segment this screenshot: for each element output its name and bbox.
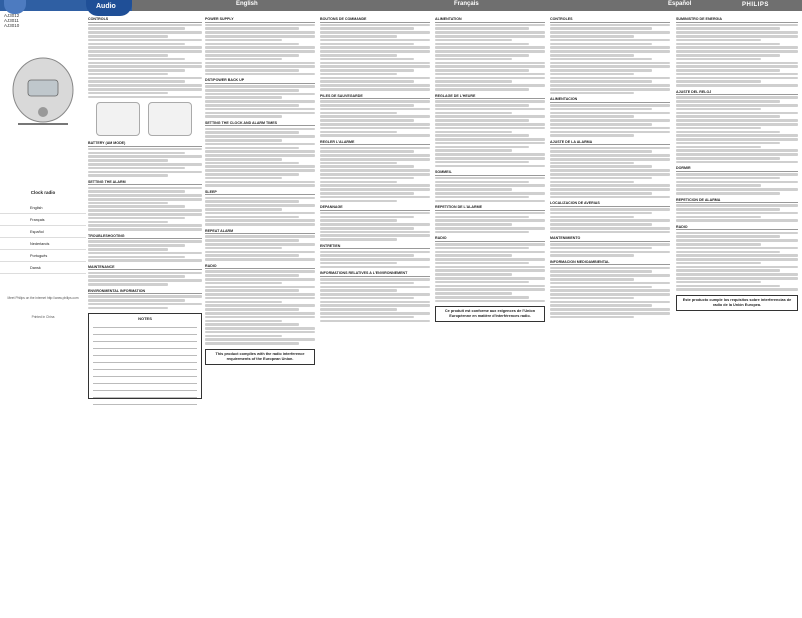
section-title: MAINTENANCE bbox=[88, 265, 202, 271]
notes-title: NOTES bbox=[138, 316, 152, 322]
section-title: INFORMATIONS RELATIVES A L'ENVIRONNEMENT bbox=[320, 271, 430, 277]
section-title: SUMINISTRO DE ENERGIA bbox=[676, 17, 798, 23]
section-alimentation bbox=[435, 17, 545, 91]
language-item-dutch[interactable]: Nederlands bbox=[0, 238, 86, 250]
section-title: MANTENIMIENTO bbox=[550, 236, 670, 242]
model-list bbox=[4, 13, 19, 28]
section-entretien bbox=[320, 244, 430, 268]
section-regler-alarme bbox=[320, 140, 430, 202]
product-title: Clock radio bbox=[30, 190, 56, 195]
section-troubleshooting bbox=[88, 234, 202, 262]
section-ajuste-alarma bbox=[550, 140, 670, 198]
section-piles bbox=[320, 94, 430, 137]
section-reglage-heure bbox=[435, 94, 545, 168]
section-title: POWER SUPPLY bbox=[205, 17, 315, 23]
column-language-french: Français bbox=[454, 1, 479, 7]
clock-front-icon bbox=[96, 102, 140, 136]
section-title: ENTRETIEN bbox=[320, 244, 430, 250]
column-language-english: English bbox=[236, 1, 258, 7]
section-controls bbox=[88, 17, 202, 98]
compliance-text-fr: Ce produit est conforme aux exigences de l'Union Européenne en matière d'interférences radio. bbox=[444, 309, 536, 319]
language-item-english[interactable]: English bbox=[0, 202, 86, 214]
section-radio-es bbox=[676, 225, 798, 291]
section-controles bbox=[550, 17, 670, 94]
section-title: REPEAT ALARM bbox=[205, 229, 315, 235]
clock-illustrations bbox=[88, 102, 202, 138]
section-repeticion bbox=[676, 198, 798, 222]
section-mantenimiento bbox=[550, 236, 670, 257]
section-title: BATTERY (AM MODE) bbox=[88, 141, 202, 147]
section-averias bbox=[550, 201, 670, 233]
language-menu bbox=[0, 202, 86, 274]
website-note: Meet Philips on the internet http://www.philips.com bbox=[7, 296, 79, 300]
compliance-text: This product complies with the radio interference requirements of the European Union. bbox=[215, 351, 305, 361]
section-alimentacion bbox=[550, 97, 670, 137]
compliance-box bbox=[205, 349, 315, 365]
clock-back-icon bbox=[148, 102, 192, 136]
clock-radio-illustration-icon bbox=[8, 50, 78, 130]
language-item-portuguese[interactable]: Português bbox=[0, 250, 86, 262]
section-radio bbox=[205, 264, 315, 345]
spanish-column-1 bbox=[550, 14, 670, 614]
language-item-french[interactable]: Français bbox=[0, 214, 86, 226]
section-medioambiental bbox=[550, 260, 670, 318]
section-title: RADIO bbox=[205, 264, 315, 270]
section-title: RADIO bbox=[435, 236, 545, 242]
section-depannage bbox=[320, 205, 430, 241]
section-maintenance bbox=[88, 265, 202, 286]
section-title: ENVIRONMENTAL INFORMATION bbox=[88, 289, 202, 295]
section-title: REGLAGE DE L'HEURE bbox=[435, 94, 545, 100]
section-setting-clock bbox=[205, 121, 315, 187]
section-title: AJUSTE DE LA ALARMA bbox=[550, 140, 670, 146]
sidebar bbox=[0, 38, 86, 618]
section-sommeil bbox=[435, 170, 545, 202]
section-title: ALIMENTACION bbox=[550, 97, 670, 103]
section-title: DORMIR bbox=[676, 166, 798, 172]
model-3: AJ3010 bbox=[4, 23, 20, 28]
section-title: REPETICION DE ALARMA bbox=[676, 198, 798, 204]
section-title: ALIMENTATION bbox=[435, 17, 545, 23]
section-title: CONTROLS bbox=[88, 17, 202, 23]
language-item-danish[interactable]: Dansk bbox=[0, 262, 86, 274]
section-dormir bbox=[676, 166, 798, 194]
printed-note: Printed in China bbox=[31, 315, 55, 319]
french-column-2 bbox=[435, 14, 545, 614]
section-suministro bbox=[676, 17, 798, 87]
section-title: AJUSTE DEL RELOJ bbox=[676, 90, 798, 96]
section-environnement bbox=[320, 271, 430, 322]
section-boutons bbox=[320, 17, 430, 91]
section-title: BOUTONS DE COMMANDE bbox=[320, 17, 430, 23]
section-repetition bbox=[435, 205, 545, 233]
section-power-supply bbox=[205, 17, 315, 75]
section-radio-fr bbox=[435, 236, 545, 302]
notes-box bbox=[88, 313, 202, 399]
brand-circle-logo bbox=[4, 0, 26, 14]
section-environmental bbox=[88, 289, 202, 310]
section-title: REGLER L'ALARME bbox=[320, 140, 430, 146]
section-title: LOCALIZACION DE AVERIAS bbox=[550, 201, 670, 207]
section-dst bbox=[205, 78, 315, 118]
section-setting-alarm bbox=[88, 180, 202, 231]
english-column-1 bbox=[88, 14, 202, 614]
section-title: SOMMEIL bbox=[435, 170, 545, 176]
section-title: RADIO bbox=[676, 225, 798, 231]
section-repeat-alarm bbox=[205, 229, 315, 261]
section-title: SETTING THE CLOCK AND ALARM TIMES bbox=[205, 121, 315, 127]
brand-label: Audio bbox=[96, 3, 116, 10]
section-title: DST/POWER BACK UP bbox=[205, 78, 315, 84]
column-language-spanish: Español bbox=[668, 1, 692, 7]
compliance-box-fr bbox=[435, 306, 545, 322]
french-column-1 bbox=[320, 14, 430, 614]
section-title: INFORMACION MEDIOAMBIENTAL bbox=[550, 260, 670, 266]
section-title: REPETITION DE L'ALARME bbox=[435, 205, 545, 211]
section-title: DEPANNAGE bbox=[320, 205, 430, 211]
section-title: TROUBLESHOOTING bbox=[88, 234, 202, 240]
english-column-2 bbox=[205, 14, 315, 614]
language-item-spanish[interactable]: Español bbox=[0, 226, 86, 238]
compliance-box-es bbox=[676, 295, 798, 311]
spanish-column-2 bbox=[676, 14, 798, 614]
section-sleep bbox=[205, 190, 315, 226]
section-title: PILES DE SAUVEGARDE bbox=[320, 94, 430, 100]
section-ajuste-reloj bbox=[676, 90, 798, 164]
section-title: SLEEP bbox=[205, 190, 315, 196]
compliance-text-es: Este producto cumple los requisitos sobre interferencias de radio de la Unión Europea. bbox=[682, 297, 792, 307]
model-1: AJ3012 bbox=[4, 13, 20, 18]
model-2: AJ3011 bbox=[4, 18, 19, 23]
section-title: SETTING THE ALARM bbox=[88, 180, 202, 186]
philips-logo: PHILIPS bbox=[742, 2, 769, 8]
section-title: CONTROLES bbox=[550, 17, 670, 23]
section-battery bbox=[88, 141, 202, 177]
